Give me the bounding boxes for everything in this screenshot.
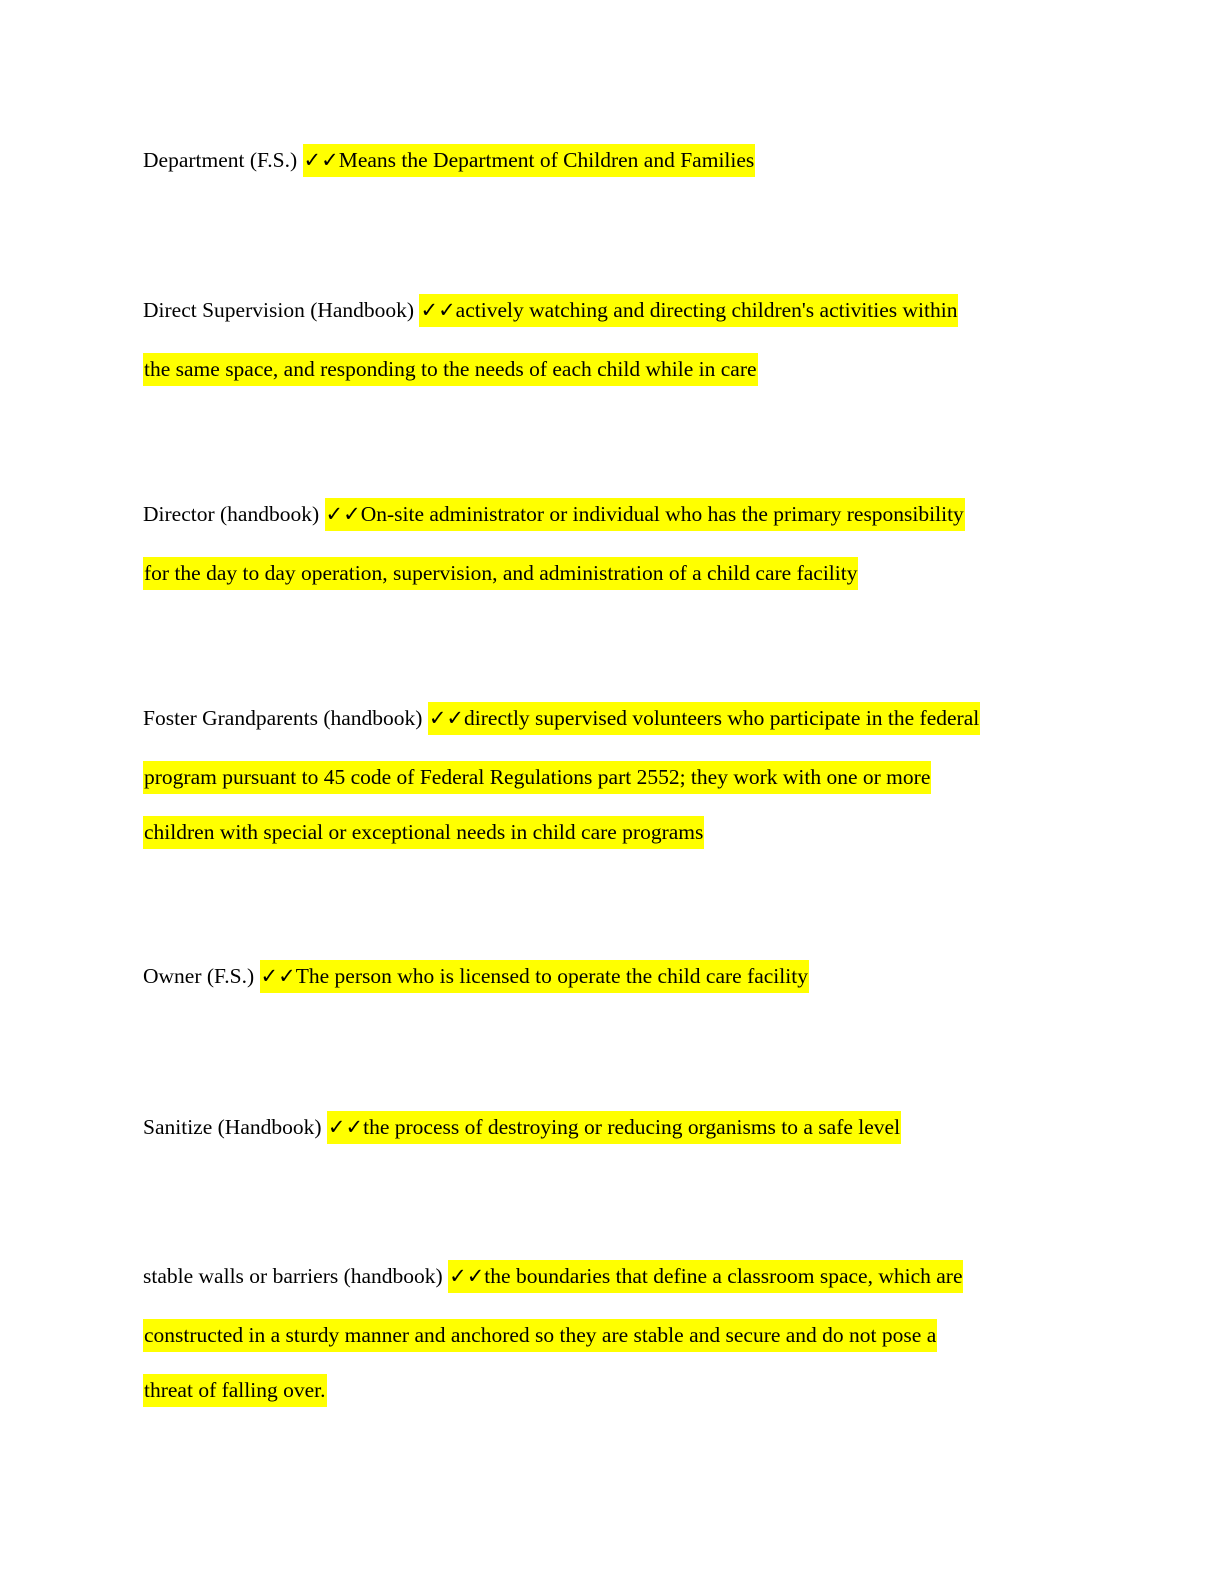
definition-continuation: for the day to day operation, supervision, and administration of a child care facility xyxy=(143,557,858,590)
definition-continuation: threat of falling over. xyxy=(143,1374,327,1407)
entry-direct-supervision xyxy=(143,293,1083,386)
entry-sanitize xyxy=(143,1110,1083,1144)
term-label: Department (F.S.) xyxy=(143,148,298,172)
entry-line xyxy=(143,1259,1083,1293)
entry-line xyxy=(143,143,1083,177)
entry-department xyxy=(143,143,1083,177)
definition-text: Means the Department of Children and Families xyxy=(338,148,755,172)
definition-continuation: program pursuant to 45 code of Federal Regulations part 2552; they work with one or more xyxy=(143,761,931,794)
double-check-icon: ✓✓ xyxy=(325,502,361,526)
entry-line xyxy=(143,352,1083,386)
definition-continuation: constructed in a sturdy manner and anchored so they are stable and secure and do not pose a xyxy=(143,1319,937,1352)
entry-line xyxy=(143,497,1083,531)
definition-text: On-site administrator or individual who has the primary responsibility xyxy=(360,502,964,526)
entry-line xyxy=(143,701,1083,735)
double-check-icon: ✓✓ xyxy=(327,1115,364,1139)
definition-highlight xyxy=(428,702,980,735)
double-check-icon: ✓✓ xyxy=(428,706,465,730)
double-check-icon: ✓✓ xyxy=(449,1264,485,1288)
definition-highlight xyxy=(448,1260,963,1293)
entry-line xyxy=(143,293,1083,327)
term-label: Owner (F.S.) xyxy=(143,964,255,988)
definition-continuation: the same space, and responding to the needs of each child while in care xyxy=(143,353,758,386)
definition-text: the process of destroying or reducing organisms to a safe level xyxy=(363,1115,901,1139)
term-label: stable walls or barriers (handbook) xyxy=(143,1264,443,1288)
double-check-icon: ✓✓ xyxy=(260,964,296,988)
definition-highlight xyxy=(325,498,965,531)
entry-line xyxy=(143,959,1083,993)
entry-director xyxy=(143,497,1083,590)
term-label: Foster Grandparents (handbook) xyxy=(143,706,423,730)
entry-foster-grandparents xyxy=(143,701,1083,849)
double-check-icon: ✓✓ xyxy=(420,298,456,322)
double-check-icon: ✓✓ xyxy=(303,148,339,172)
entry-line xyxy=(143,1318,1083,1352)
term-label: Director (handbook) xyxy=(143,502,320,526)
definition-highlight xyxy=(419,294,958,327)
definition-highlight xyxy=(260,960,809,993)
definition-text: The person who is licensed to operate the child care facility xyxy=(295,964,808,988)
definition-highlight xyxy=(327,1111,901,1144)
entry-owner xyxy=(143,959,1083,993)
term-label: Sanitize (Handbook) xyxy=(143,1115,322,1139)
definition-text: directly supervised volunteers who participate in the federal xyxy=(464,706,980,730)
definition-continuation: children with special or exceptional needs in child care programs xyxy=(143,816,704,849)
entry-line xyxy=(143,556,1083,590)
entry-line xyxy=(143,760,1083,794)
entry-line xyxy=(143,1110,1083,1144)
definition-text: actively watching and directing children's activities within xyxy=(455,298,958,322)
entry-line xyxy=(143,1373,1083,1407)
entry-stable-walls xyxy=(143,1259,1083,1407)
entry-line xyxy=(143,815,1083,849)
definition-highlight xyxy=(303,144,756,177)
definition-text: the boundaries that define a classroom space, which are xyxy=(484,1264,963,1288)
term-label: Direct Supervision (Handbook) xyxy=(143,298,415,322)
